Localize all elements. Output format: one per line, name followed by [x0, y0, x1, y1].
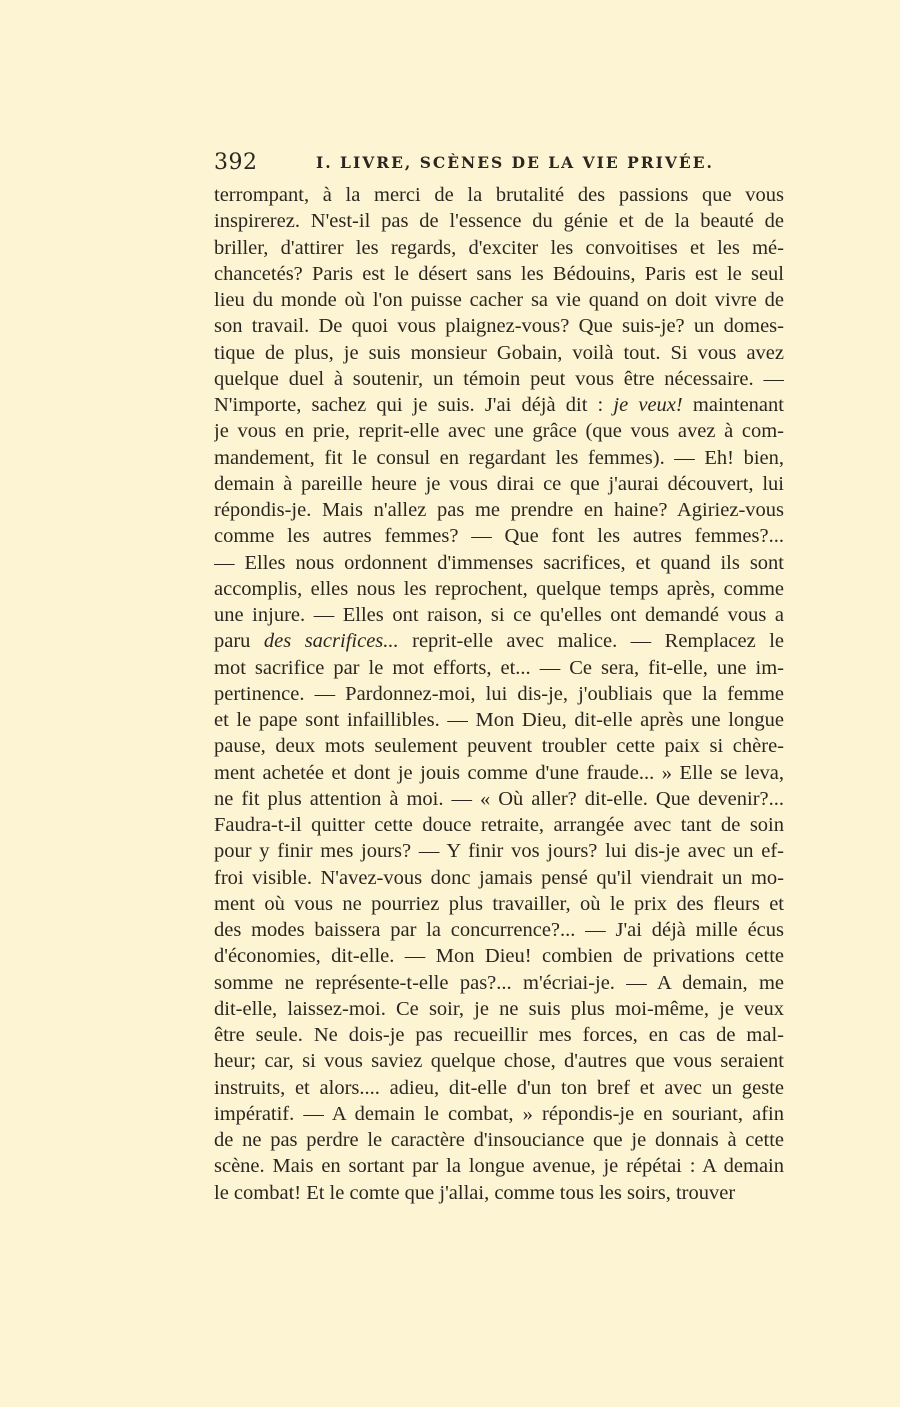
text-line: dit-elle, laissez-moi. Ce soir, je ne suis plus moi-même, je veux [214, 997, 784, 1020]
text-line: mandement, fit le consul en regardant les femmes). — Eh! bien, [214, 446, 784, 469]
text-line: heur; car, si vous saviez quelque chose, d'autres que vous seraient [214, 1050, 784, 1073]
page-header [214, 150, 786, 178]
page-number: 392 [214, 150, 258, 175]
text-line: accomplis, elles nous les reprochent, quelque temps après, comme [214, 577, 784, 600]
text-line: et le pape sont infaillibles. — Mon Dieu, dit-elle après une longue [214, 709, 784, 731]
text-line: froi visible. N'avez-vous donc jamais pensé qu'il viendrait un mo- [214, 866, 784, 889]
text-line: chancetés? Paris est le désert sans les Bédouins, Paris est le seul [214, 262, 784, 285]
text-line: mot sacrifice par le mot efforts, et... — Ce sera, fit-elle, une im- [214, 656, 784, 679]
text-line: pertinence. — Pardonnez-moi, lui dis-je, j'oubliais que la femme [214, 682, 784, 705]
text-line: ne fit plus attention à moi. — « Où aller? dit-elle. Que devenir?... [214, 787, 784, 810]
text-line: d'économies, dit-elle. — Mon Dieu! combien de privations cette [214, 945, 784, 968]
text-line: pour y finir mes jours? — Y finir vos jours? lui dis-je avec un ef- [214, 840, 784, 863]
text-line: répondis-je. Mais n'allez pas me prendre en haine? Agiriez-vous [214, 499, 784, 521]
text-line: terrompant, à la merci de la brutalité des passions que vous [214, 184, 784, 206]
text-line: quelque duel à soutenir, un témoin peut vous être nécessaire. — [214, 367, 784, 390]
text-line: demain à pareille heure je vous dirai ce que j'aurai découvert, lui [214, 472, 784, 495]
running-head: I. LIVRE, SCÈNES DE LA VIE PRIVÉE. [316, 153, 714, 172]
text-line: être seule. Ne dois-je pas recueillir mes forces, en cas de mal- [214, 1024, 784, 1046]
text-line: ment où vous ne pourriez plus travailler, où le prix des fleurs et [214, 892, 784, 915]
text-line: N'importe, sachez qui je suis. J'ai déjà dit : je veux! maintenant [214, 394, 784, 416]
text-line: instruits, et alors.... adieu, dit-elle d'un ton bref et avec un geste [214, 1076, 784, 1099]
text-line: inspirerez. N'est-il pas de l'essence du génie et de la beauté de [214, 210, 784, 233]
text-line: impératif. — A demain le combat, » répondis-je en souriant, afin [214, 1102, 784, 1125]
body-text [214, 182, 784, 1206]
text-line: Faudra-t-il quitter cette douce retraite, arrangée avec tant de soin [214, 814, 784, 836]
text-line: son travail. De quoi vous plaignez-vous? Que suis-je? un domes- [214, 315, 784, 338]
text-line: paru des sacrifices... reprit-elle avec malice. — Remplacez le [214, 630, 784, 653]
text-line: somme ne représente-t-elle pas?... m'écriai-je. — A demain, me [214, 971, 784, 994]
text-line: de ne pas perdre le caractère d'insouciance que je donnais à cette [214, 1129, 784, 1151]
text-line: tique de plus, je suis monsieur Gobain, voilà tout. Si vous avez [214, 341, 784, 364]
text-line: une injure. — Elles ont raison, si ce qu'elles ont demandé vous a [214, 604, 784, 626]
text-line: briller, d'attirer les regards, d'exciter les convoitises et les mé- [214, 236, 784, 259]
text-line: ment achetée et dont je jouis comme d'une fraude... » Elle se leva, [214, 761, 784, 784]
italic-text: je veux! [613, 394, 683, 416]
text-line: — Elles nous ordonnent d'immenses sacrifices, et quand ils sont [214, 551, 784, 574]
text-line: le combat! Et le comte que j'allai, comme tous les soirs, trouver [214, 1181, 736, 1204]
text-line: des modes baissera par la concurrence?... — J'ai déjà mille écus [214, 919, 784, 941]
text-line: comme les autres femmes? — Que font les autres femmes?... [214, 525, 784, 548]
italic-text: des sacrifices... [263, 630, 399, 653]
text-line: lieu du monde où l'on puisse cacher sa vie quand on doit vivre de [214, 289, 784, 311]
text-line: pause, deux mots seulement peuvent troubler cette paix si chère- [214, 735, 784, 758]
text-line: je vous en prie, reprit-elle avec une grâce (que vous avez à com- [214, 420, 784, 443]
text-line: scène. Mais en sortant par la longue avenue, je répétai : A demain [214, 1155, 784, 1178]
